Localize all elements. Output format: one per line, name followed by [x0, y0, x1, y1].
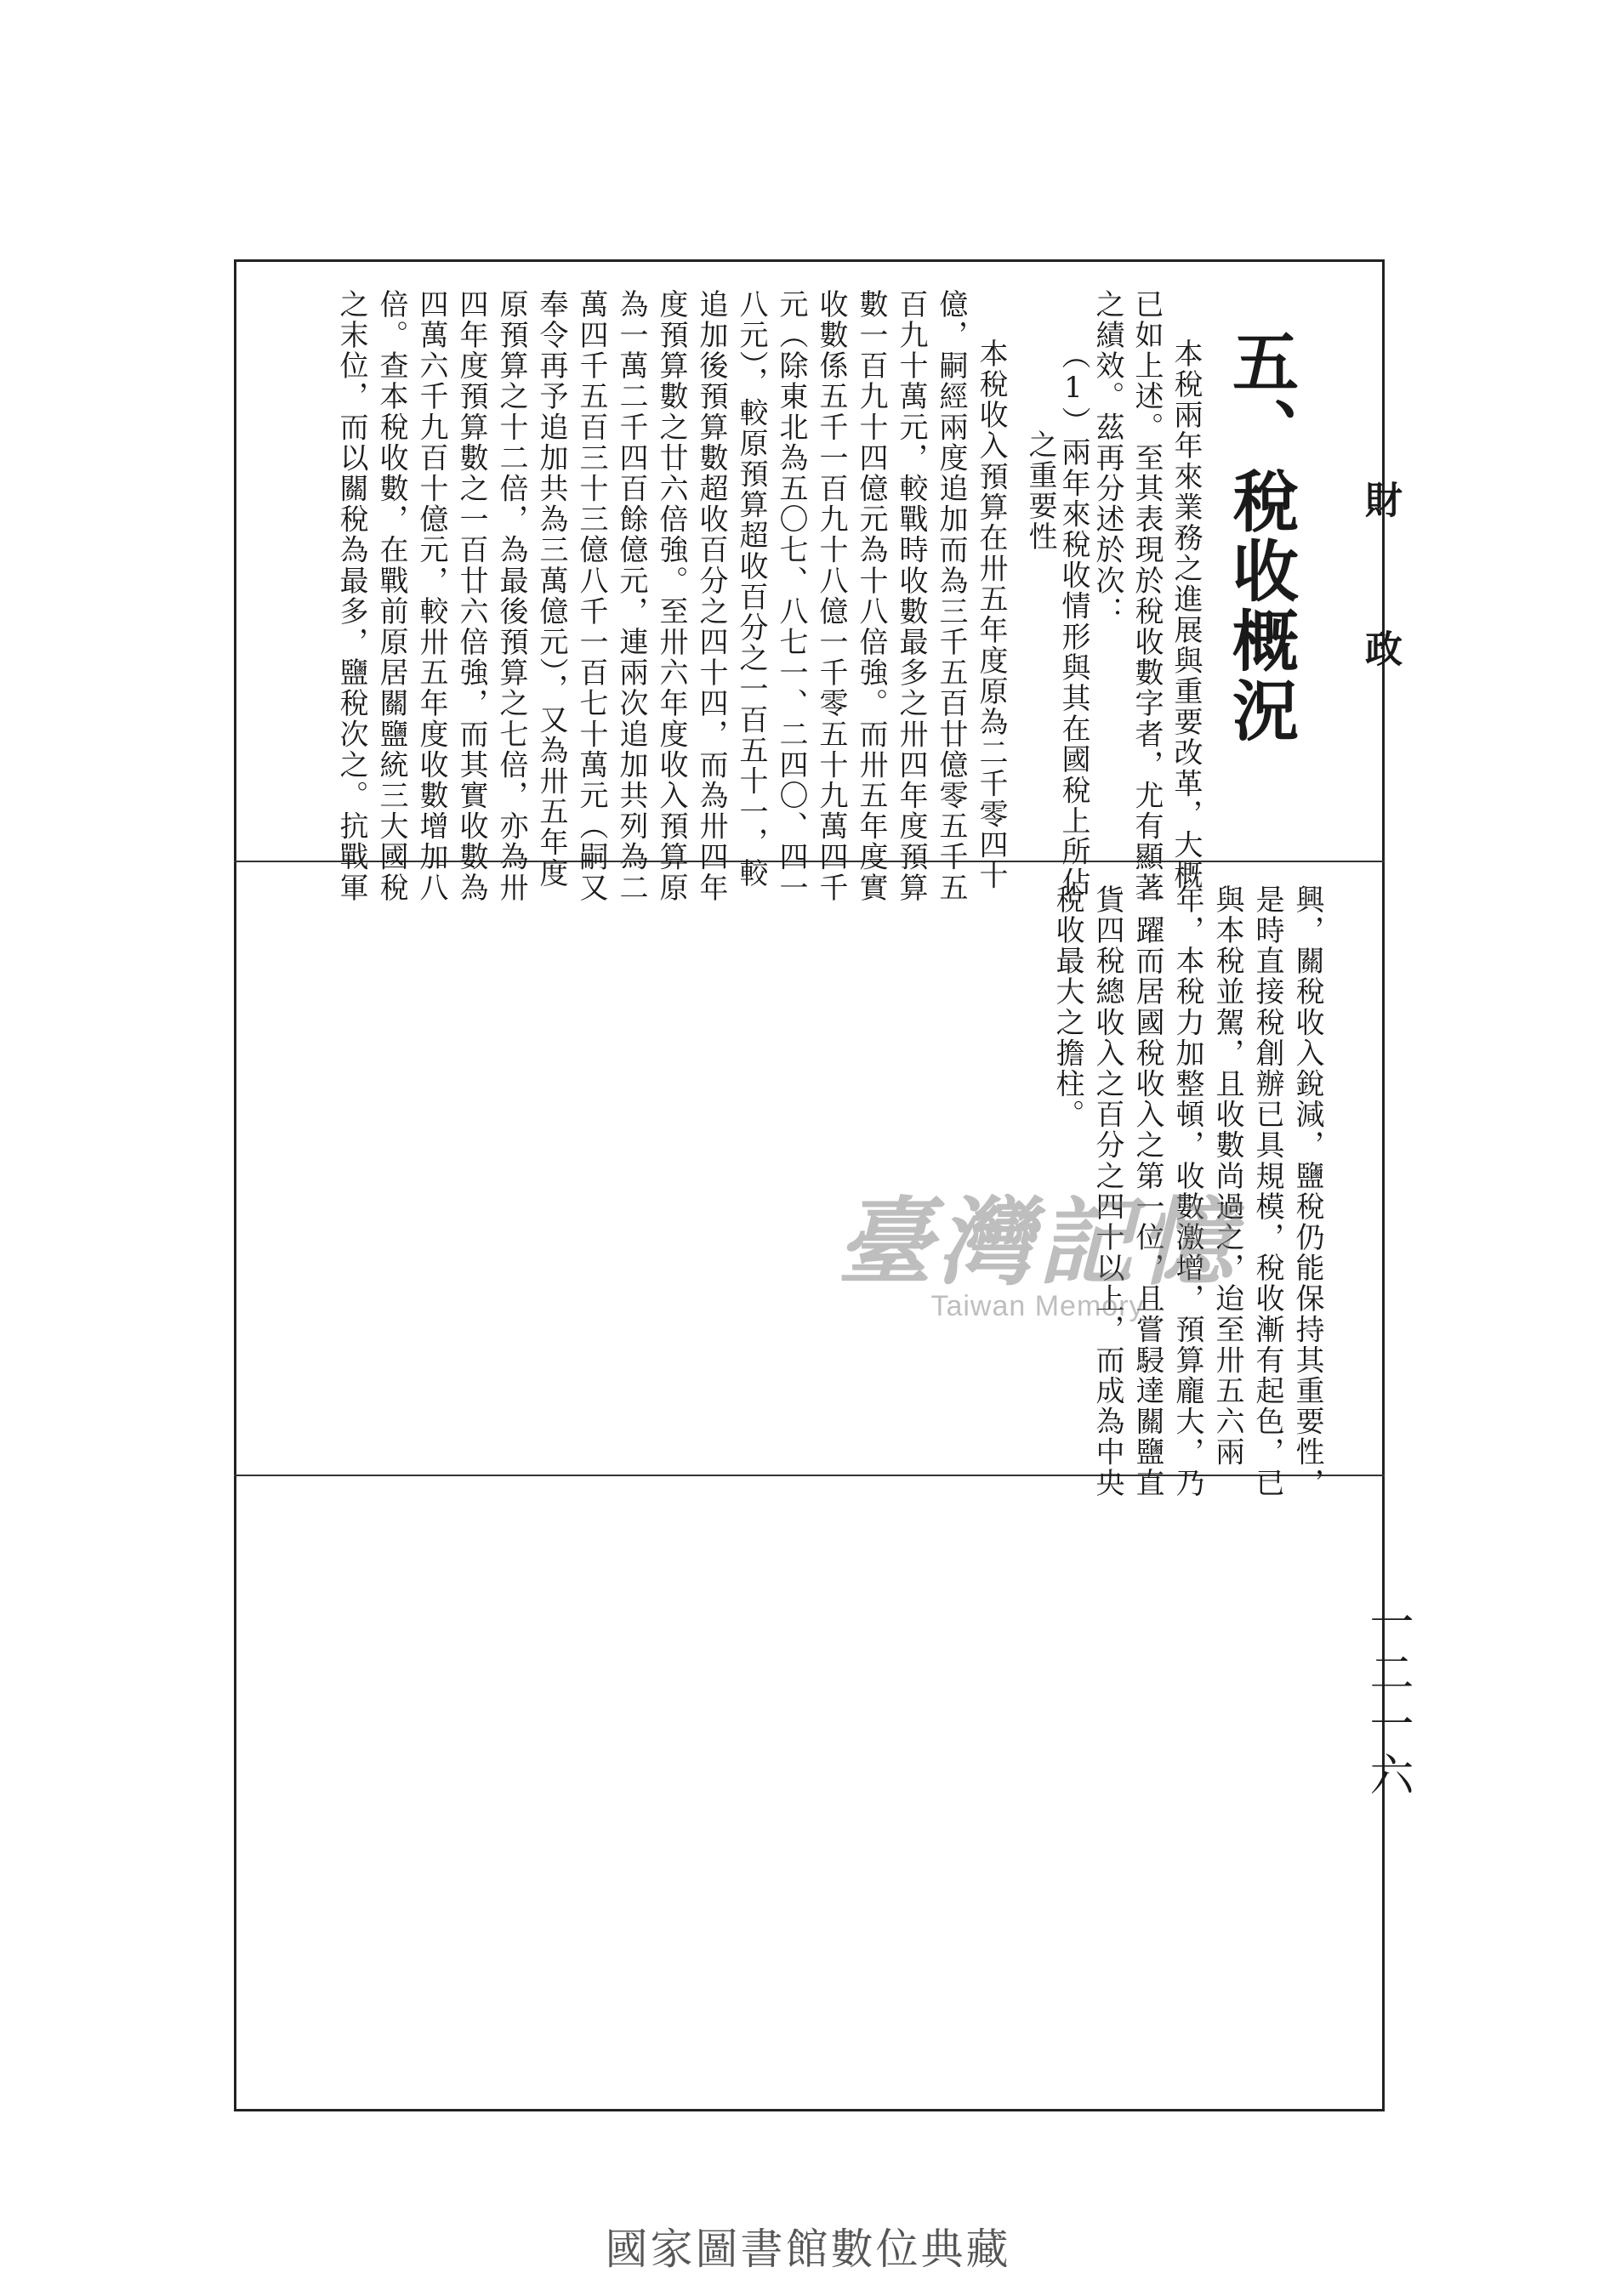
upper-column: 本稅收入預算在卅五年度原為二千零四十 [974, 338, 1008, 891]
upper-column: 奉令再予追加共為三萬億元），又為卅五年度 [534, 289, 568, 889]
running-head-char-1: 財 [1358, 480, 1402, 518]
upper-column: 億，嗣經兩度追加而為三千五百廿億零五千五 [934, 289, 968, 903]
block-divider-lower [234, 1475, 1385, 1476]
upper-column: 四萬六千九百十億元，較卅五年度收數增加八 [414, 289, 448, 903]
page-number: 一二一六 [1362, 1599, 1413, 1803]
upper-column: 百九十萬元，較戰時收數最多之卅四年度預算 [894, 289, 928, 903]
upper-column: 數一百九十四億元為十八倍強。而卅五年度實 [854, 289, 888, 903]
watermark-sub-text: Taiwan Memory [930, 1290, 1145, 1323]
footer-credit: 國家圖書館數位典藏 [605, 2225, 1011, 2274]
upper-column: 原預算之十二倍，為最後預算之七倍，亦為卅 [494, 289, 528, 903]
upper-column: 四年度預算數之一百廿六倍強，而其實收數為 [454, 289, 488, 903]
upper-column: 收數係五千一百九十八億一千零五十九萬四千 [814, 289, 848, 903]
lower-column: 是時直接稅創辦已具規模，稅收漸有起色，已 [1250, 884, 1284, 1498]
upper-column: 萬四千五百三十三億八千一百七十萬元（嗣又 [574, 289, 608, 903]
running-head-char-2: 政 [1358, 629, 1402, 667]
upper-column: 八元），較原預算超收百分之一百五十一，較 [734, 289, 768, 889]
sub-heading: 之重要性 [1023, 429, 1057, 553]
upper-column: 本稅兩年來業務之進展與重要改革，大概 [1169, 338, 1203, 891]
upper-column: 追加後預算數超收百分之四十四，而為卅四年 [694, 289, 728, 903]
upper-column: 為一萬二千四百餘億元，連兩次追加共列為二 [614, 289, 648, 903]
watermark-main-text: 臺灣記憶 [837, 1187, 1238, 1299]
upper-column: 之績效。茲再分述於次： [1090, 289, 1124, 628]
upper-column: 倍。查本稅收數，在戰前原居關鹽統三大國稅 [374, 289, 408, 903]
lower-column: 稅收最大之擔柱。 [1050, 884, 1084, 1130]
lower-column: 與本稅並駕，且收數尚過之，迨至卅五六兩 [1210, 884, 1244, 1468]
section-title: 五、稅收概況 [1221, 327, 1299, 746]
lower-column: 貨四稅總收入之百分之四十以上，而成為中央 [1090, 884, 1124, 1498]
sub-heading: （1）兩年來稅收情形與其在國稅上所佔 [1056, 340, 1090, 898]
lower-column: 一躍而居國稅收入之第一位，且嘗駸達關鹽直 [1130, 884, 1164, 1498]
upper-column: 度預算數之廿六倍強。至卅六年度收入預算原 [654, 289, 688, 903]
upper-column: 之末位，而以關稅為最多，鹽稅次之。抗戰軍 [334, 289, 368, 903]
lower-column: 年，本稅力加整頓，收數激增，預算龐大，乃 [1170, 884, 1204, 1498]
lower-column: 興，關稅收入銳減，鹽稅仍能保持其重要性， [1290, 884, 1324, 1498]
upper-column: 元（除東北為五〇七、八七一、二四〇、四一 [774, 289, 808, 903]
upper-column: 已如上述。至其表現於稅收數字者，尤有顯著 [1129, 289, 1164, 903]
